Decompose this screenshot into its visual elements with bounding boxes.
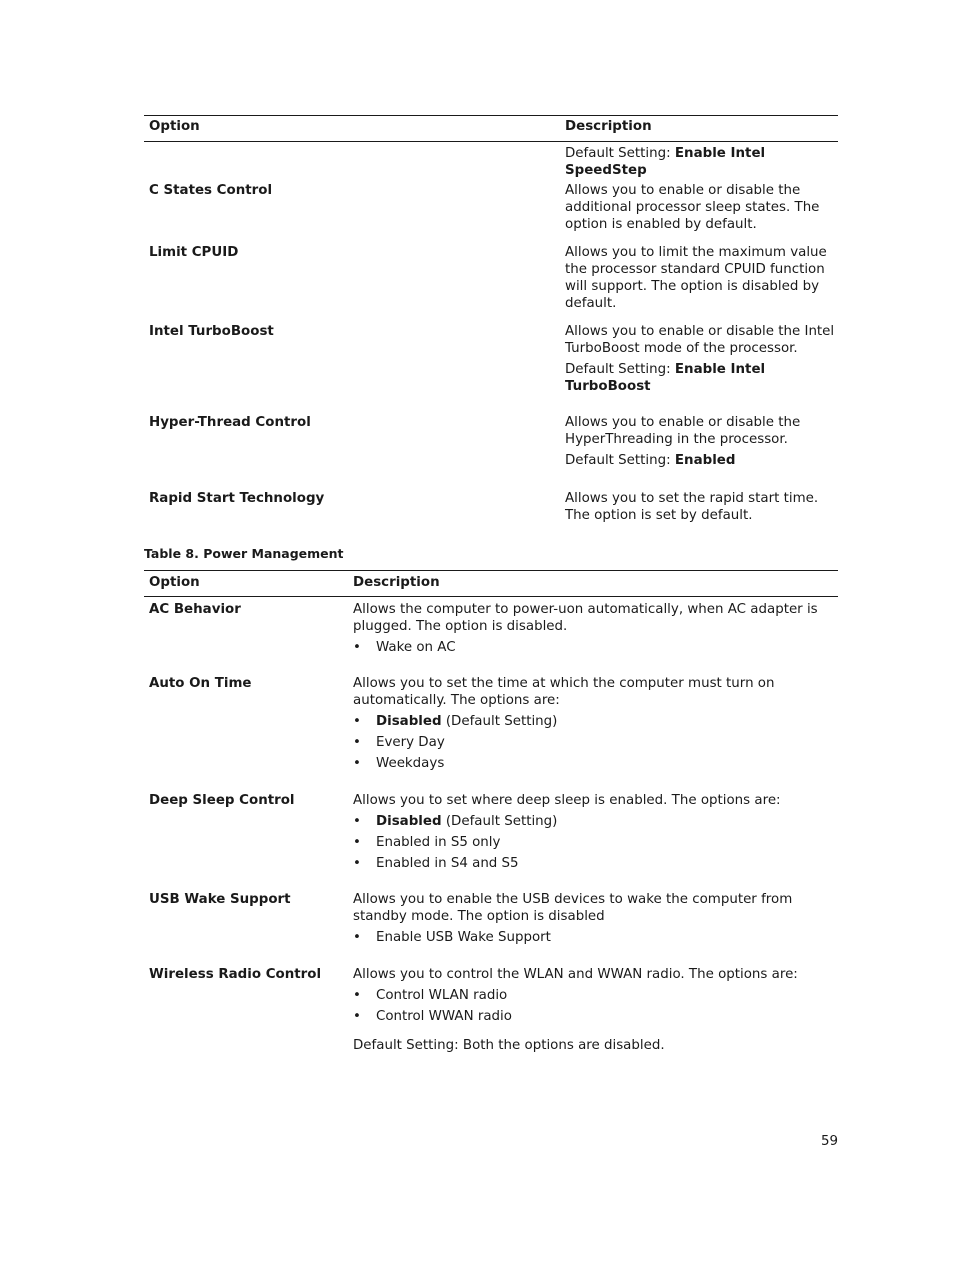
options-list	[353, 713, 833, 776]
default-setting: Default Setting: Enabled	[565, 453, 736, 468]
table-header	[144, 570, 838, 597]
options-list	[353, 987, 833, 1029]
list-item: • Wake on AC	[353, 639, 833, 660]
options-list	[353, 929, 833, 950]
table-header	[144, 115, 838, 142]
option-name: Hyper-Thread Control	[149, 415, 311, 430]
header-description: Description	[353, 575, 440, 590]
list-item: • Enabled in S5 only	[353, 834, 833, 855]
list-item: • Every Day	[353, 734, 833, 755]
list-item: • Disabled (Default Setting)	[353, 813, 833, 834]
option-description: Allows you to set the time at which the computer must turn on automatically. The options are: • Disabled (Default Setting) • Every Day • Weekdays	[353, 675, 833, 776]
default-setting: Default Setting: Enable Intel SpeedStep	[565, 146, 766, 178]
option-name: AC Behavior	[149, 602, 241, 617]
option-name: Rapid Start Technology	[149, 491, 325, 506]
option-description: Allows you to enable the USB devices to wake the computer from standby mode. The option is disabled • Enable USB Wake Support	[353, 891, 833, 950]
default-setting: Default Setting: Both the options are disabled.	[353, 1038, 665, 1053]
option-name: USB Wake Support	[149, 892, 291, 907]
option-name: Auto On Time	[149, 676, 252, 691]
option-description: Allows you to set the rapid start time. The option is set by default.	[565, 491, 819, 523]
list-item: • Disabled (Default Setting)	[353, 713, 833, 734]
table-caption: Table 8. Power Management	[144, 546, 344, 561]
list-item: • Enable USB Wake Support	[353, 929, 833, 950]
power-management-table	[144, 570, 838, 1053]
list-item: • Control WWAN radio	[353, 1008, 833, 1029]
option-description: Allows you to limit the maximum value the processor standard CPUID function will support. The option is disabled by default.	[565, 245, 827, 311]
option-description: Allows you to enable or disable the HyperThreading in the processor. Default Setting: Enabled	[565, 414, 835, 469]
page-number: 59	[821, 1134, 839, 1149]
header-option: Option	[149, 575, 200, 590]
list-item: • Weekdays	[353, 755, 833, 776]
processor-table	[144, 115, 838, 523]
option-description: Allows the computer to power-uon automatically, when AC adapter is plugged. The option is disabled. • Wake on AC	[353, 601, 833, 660]
option-name: Intel TurboBoost	[149, 324, 274, 339]
option-description: Allows you to enable or disable the additional processor sleep states. The option is enabled by default.	[565, 183, 820, 232]
header-description: Description	[565, 119, 652, 134]
header-option: Option	[149, 119, 200, 134]
option-name: Limit CPUID	[149, 245, 239, 260]
default-setting: Default Setting: Enable Intel TurboBoost	[565, 362, 766, 394]
option-description: Allows you to control the WLAN and WWAN radio. The options are: • Control WLAN radio • Control WWAN radio Default Setting: Both the options are disabled.	[353, 966, 833, 1054]
option-description: Allows you to set where deep sleep is enabled. The options are: • Disabled (Default Setting) • Enabled in S5 only • Enabled in S4 and S5	[353, 792, 833, 876]
option-description: Allows you to enable or disable the Intel TurboBoost mode of the processor. Default Setting: Enable Intel TurboBoost	[565, 324, 835, 394]
options-list	[353, 813, 833, 876]
option-description	[565, 145, 835, 179]
list-item: • Enabled in S4 and S5	[353, 855, 833, 876]
list-item: • Control WLAN radio	[353, 987, 833, 1008]
option-name: C States Control	[149, 183, 273, 198]
options-list	[353, 639, 833, 660]
option-name: Deep Sleep Control	[149, 793, 295, 808]
option-name: Wireless Radio Control	[149, 967, 322, 982]
